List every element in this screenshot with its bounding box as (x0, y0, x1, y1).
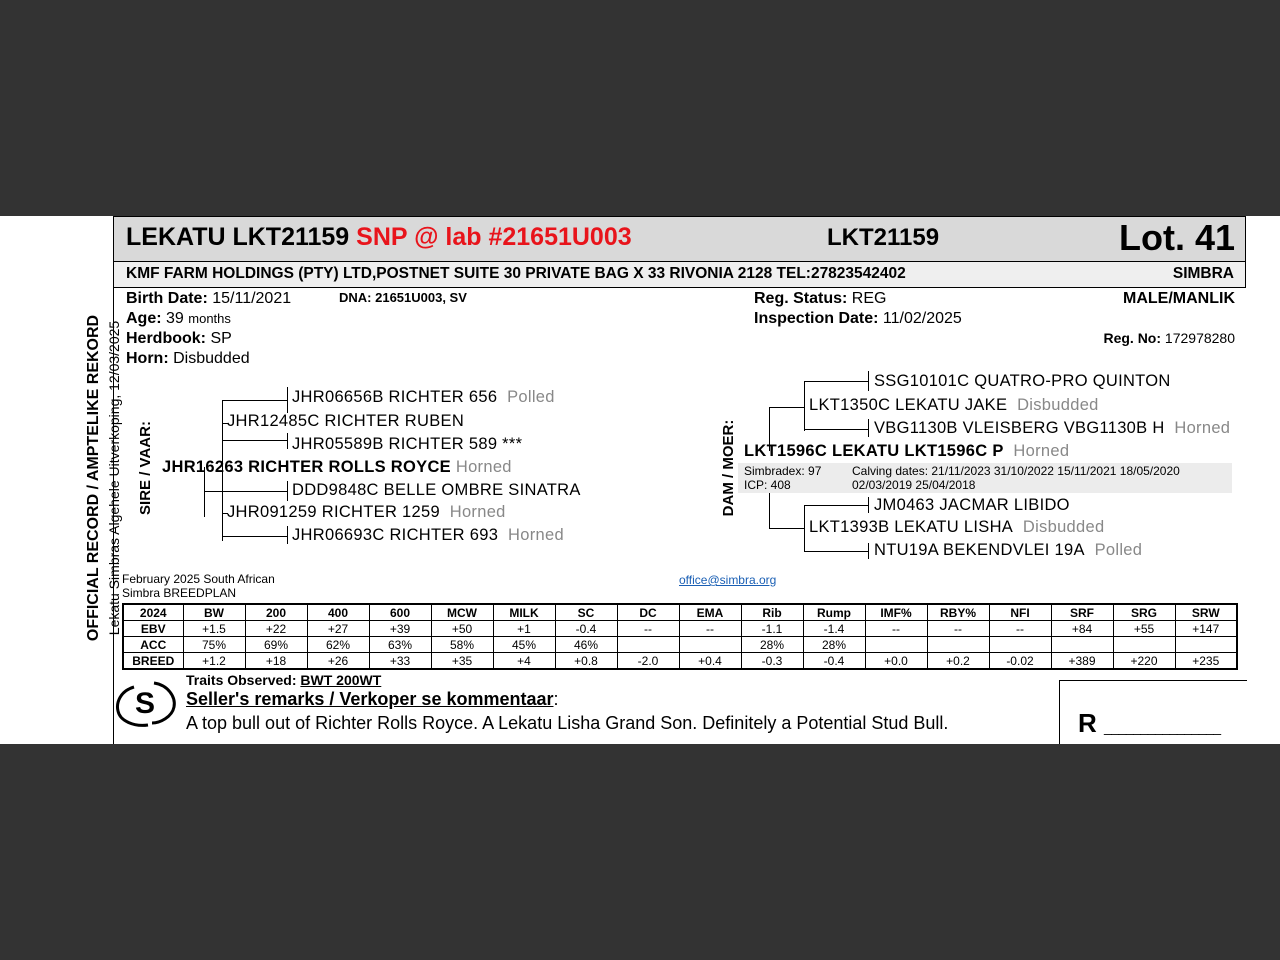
birth-date: Birth Date: 15/11/2021 (126, 290, 292, 307)
breed-name: SIMBRA (1172, 265, 1234, 282)
remarks-title: Seller's remarks / Verkoper se kommentaar: (186, 689, 559, 709)
ebv-header-cell: SC (555, 604, 617, 621)
ebv-cell: +220 (1113, 653, 1175, 670)
sire-sire: JHR12485C RICHTER RUBEN (227, 412, 465, 430)
herdbook: Herdbook: SP (126, 330, 232, 347)
ebv-cell: -- (927, 621, 989, 637)
ebv-cell: -1.1 (741, 621, 803, 637)
r-label: R (1078, 708, 1097, 738)
ebv-cell: +27 (307, 621, 369, 637)
ebv-cell (927, 637, 989, 653)
animal-title (126, 223, 632, 252)
dna-info: DNA: 21651U003, SV (339, 290, 467, 305)
ebv-cell: +4 (493, 653, 555, 670)
sire-dam-sire: DDD9848C BELLE OMBRE SINATRA (292, 481, 581, 499)
ebv-cell (1051, 637, 1113, 653)
svg-text:S: S (134, 687, 156, 720)
ebv-cell: +0.4 (679, 653, 741, 670)
email-link[interactable]: office@simbra.org (679, 573, 777, 587)
reg-status: Reg. Status: REG (754, 290, 887, 307)
sire-sire-sire: JHR06656B RICHTER 656 Polled (292, 388, 555, 406)
ebv-cell (679, 637, 741, 653)
sire-label: SIRE / VAAR: (137, 421, 154, 515)
ebv-cell: +1 (493, 621, 555, 637)
ebv-cell: -- (679, 621, 741, 637)
ebv-header-cell: NFI (989, 604, 1051, 621)
ebv-cell: 28% (803, 637, 865, 653)
ebv-cell: +35 (431, 653, 493, 670)
lot-number: Lot. 41 (1118, 217, 1235, 258)
ebv-cell: +26 (307, 653, 369, 670)
age: Age: 39 months (126, 310, 231, 327)
ebv-header-row (123, 604, 1237, 621)
ebv-header-cell: EMA (679, 604, 741, 621)
ebv-cell: -0.4 (555, 621, 617, 637)
ebv-cell (617, 637, 679, 653)
ebv-cell: 45% (493, 637, 555, 653)
simbra-logo (114, 679, 178, 731)
ebv-cell: +0.2 (927, 653, 989, 670)
sale-subtitle: Lekatu Simbras Algehele Uitverkoping, 12/03/2025 (106, 320, 122, 636)
reg-number: Reg. No: 172978280 (1103, 330, 1235, 346)
ebv-cell: +55 (1113, 621, 1175, 637)
ebv-header-cell: SRG (1113, 604, 1175, 621)
ebv-row (123, 653, 1237, 670)
ebv-cell: 75% (183, 637, 245, 653)
ebv-cell: -0.02 (989, 653, 1051, 670)
ebv-header-cell: DC (617, 604, 679, 621)
horn-status: Horn: Disbudded (126, 350, 250, 367)
ebv-cell: +84 (1051, 621, 1113, 637)
ebv-cell (989, 637, 1051, 653)
ebv-cell: -0.3 (741, 653, 803, 670)
ebv-header-cell: Rump (803, 604, 865, 621)
animal-id: LKT21159 (827, 224, 940, 251)
bid-box[interactable] (1059, 680, 1247, 744)
ebv-cell: +1.2 (183, 653, 245, 670)
dam-sire-sire: SSG10101C QUATRO-PRO QUINTON (874, 372, 1171, 390)
ebv-cell: +18 (245, 653, 307, 670)
ebv-cell: +0.8 (555, 653, 617, 670)
ebv-cell: -2.0 (617, 653, 679, 670)
breedplan-label: February 2025 South African Simbra BREEDPLAN (122, 572, 275, 600)
ebv-cell: 46% (555, 637, 617, 653)
dam-sire-dam: VBG1130B VLEISBERG VBG1130B H Horned (874, 419, 1231, 437)
sire-dam-dam: JHR06693C RICHTER 693 Horned (292, 526, 564, 544)
official-record-side-label (60, 216, 122, 744)
dam-name: LKT1596C LEKATU LKT1596C P Horned (744, 442, 1070, 460)
simbradex: Simbradex: 97 (744, 464, 822, 478)
ebv-cell: -0.4 (803, 653, 865, 670)
animal-name: LEKATU LKT21159 (126, 223, 350, 251)
dam-dam-sire: JM0463 JACMAR LIBIDO (874, 496, 1070, 514)
ebv-header-cell: BW (183, 604, 245, 621)
dam-dam: LKT1393B LEKATU LISHA Disbudded (809, 518, 1105, 536)
sire-sire-dam: JHR05589B RICHTER 589 *** (292, 435, 523, 453)
ebv-cell: +0.0 (865, 653, 927, 670)
remarks-text: A top bull out of Richter Rolls Royce. A Lekatu Lisha Grand Son. Definitely a Potential Stud Bull. (186, 713, 949, 733)
ebv-cell: -- (989, 621, 1051, 637)
sex: MALE/MANLIK (1123, 290, 1235, 307)
sire-name: JHR16263 RICHTER ROLLS ROYCE Horned (162, 458, 512, 476)
ebv-row-label: ACC (123, 637, 183, 653)
ebv-header-cell: 400 (307, 604, 369, 621)
ebv-header-cell: IMF% (865, 604, 927, 621)
ebv-cell: 69% (245, 637, 307, 653)
ebv-header-cell: RBY% (927, 604, 989, 621)
ebv-header-cell: 600 (369, 604, 431, 621)
ebv-cell: +50 (431, 621, 493, 637)
ebv-header-cell: 2024 (123, 604, 183, 621)
ebv-cell: +22 (245, 621, 307, 637)
ebv-cell: -- (865, 621, 927, 637)
ebv-cell: +33 (369, 653, 431, 670)
ebv-header-cell: MCW (431, 604, 493, 621)
dam-label: DAM / MOER: (720, 419, 737, 517)
ebv-row-label: EBV (123, 621, 183, 637)
ebv-table (122, 603, 1238, 670)
ebv-row (123, 637, 1237, 653)
ebv-row-label: BREED (123, 653, 183, 670)
r-line: ________________ (1104, 719, 1221, 735)
sire-dam: JHR091259 RICHTER 1259 Horned (227, 503, 506, 521)
ebv-cell: +147 (1175, 621, 1237, 637)
icp: ICP: 408 (744, 478, 791, 492)
official-record-title: OFFICIAL RECORD / AMPTELIKE REKORD (85, 314, 102, 642)
ebv-cell: -1.4 (803, 621, 865, 637)
catalogue-page (0, 216, 1280, 744)
ebv-cell: +235 (1175, 653, 1237, 670)
ebv-header-cell: 200 (245, 604, 307, 621)
ebv-cell: +389 (1051, 653, 1113, 670)
ebv-header-cell: SRW (1175, 604, 1237, 621)
snp-lab: SNP @ lab #21651U003 (356, 223, 632, 251)
ebv-cell: 63% (369, 637, 431, 653)
dam-sire: LKT1350C LEKATU JAKE Disbudded (809, 396, 1099, 414)
owner-bar (114, 261, 1246, 288)
inspection-date: Inspection Date: 11/02/2025 (754, 310, 962, 327)
ebv-header-cell: Rib (741, 604, 803, 621)
ebv-header-cell: MILK (493, 604, 555, 621)
ebv-cell: 62% (307, 637, 369, 653)
ebv-cell: 58% (431, 637, 493, 653)
ebv-cell: -- (617, 621, 679, 637)
ebv-cell: +39 (369, 621, 431, 637)
calving-dates: Calving dates: 21/11/2023 31/10/2022 15/11/2021 18/05/2020 (852, 464, 1180, 478)
dam-dam-dam: NTU19A BEKENDVLEI 19A Polled (874, 541, 1143, 559)
lot-header (114, 217, 1246, 261)
ebv-cell (1175, 637, 1237, 653)
ebv-cell (865, 637, 927, 653)
dam-performance-box (738, 463, 1232, 493)
ebv-header-cell: SRF (1051, 604, 1113, 621)
ebv-cell: +1.5 (183, 621, 245, 637)
lot-card (113, 216, 1246, 744)
calving-dates-cont: 02/03/2019 25/04/2018 (852, 478, 976, 492)
ebv-cell: 28% (741, 637, 803, 653)
ebv-cell (1113, 637, 1175, 653)
traits-observed: Traits Observed: BWT 200WT (186, 672, 382, 688)
owner-details: KMF FARM HOLDINGS (PTY) LTD,POSTNET SUITE 30 PRIVATE BAG X 33 RIVONIA 2128 TEL:27823542402 (126, 265, 906, 282)
ebv-row (123, 621, 1237, 637)
